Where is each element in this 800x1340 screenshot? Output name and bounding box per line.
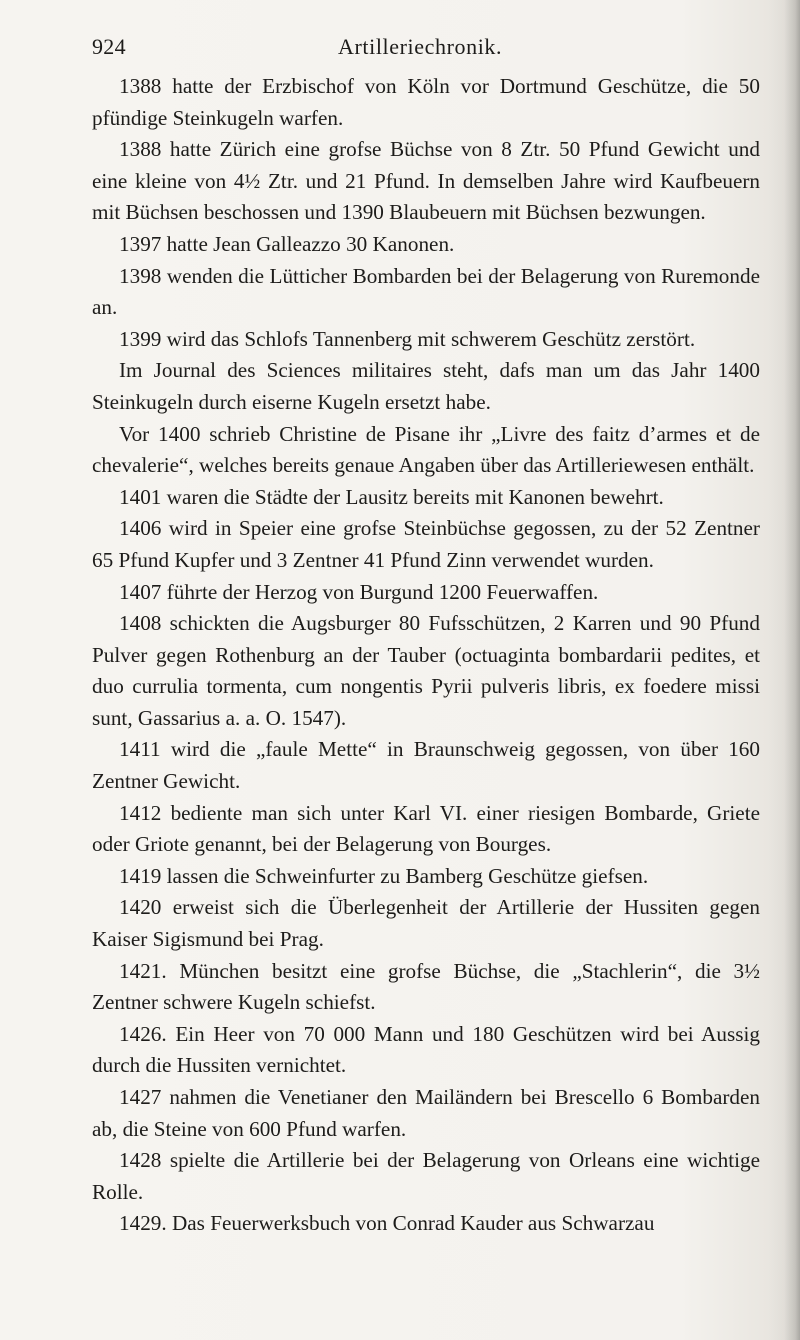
paragraph: 1408 schickten die Augsburger 80 Fufsschützen, 2 Karren und 90 Pfund Pulver gegen Rothenburg an der Tauber (octuaginta bombardarii pedites, et duo currulia tormenta, cum nongentis Pyrii pulveris libris, ex foedere missi sunt, Gassarius a. a. O. 1547). — [92, 611, 760, 730]
page-edge-shadow — [784, 0, 800, 1340]
paragraph: 1411 wird die „faule Mette“ in Braunschweig gegossen, von über 160 Zentner Gewicht. — [92, 737, 760, 794]
paragraph: 1419 lassen die Schweinfurter zu Bamberg Geschütze giefsen. — [119, 863, 649, 888]
paragraph: 1427 nahmen die Venetianer den Mailändern bei Brescello 6 Bombarden ab, die Steine von 600 Pfund warfen. — [92, 1085, 760, 1141]
paragraph: 1406 wird in Speier eine grofse Steinbüchse gegossen, zu der 52 Zentner 65 Pfund Kupfer und 3 Zentner 41 Pfund Zinn verwendet wurden. — [92, 516, 760, 572]
paragraph: Im Journal des Sciences militaires steht, dafs man um das Jahr 1400 Steinkugeln durch eiserne Kugeln ersetzt habe. — [92, 358, 760, 414]
paragraph: 1429. Das Feuerwerksbuch von Conrad Kauder aus Schwarzau — [119, 1211, 655, 1236]
paragraph: 1401 waren die Städte der Lausitz bereits mit Kanonen bewehrt. — [119, 484, 664, 509]
paragraph: Vor 1400 schrieb Christine de Pisane ihr „Livre des faitz d’armes et de chevalerie“, welches bereits genaue Angaben über das Artilleriewesen enthält. — [92, 421, 760, 478]
paragraph: 1428 spielte die Artillerie bei der Belagerung von Orleans eine wichtige Rolle. — [92, 1148, 760, 1204]
paragraph: 1412 bediente man sich unter Karl VI. einer riesigen Bombarde, Griete oder Griote genannt, bei der Belagerung von Bourges. — [92, 800, 760, 857]
page-number: 924 — [92, 34, 126, 59]
paragraph: 1421. München besitzt eine grofse Büchse, die „Stachlerin“, die 3½ Zentner schwere Kugeln schiefst. — [92, 958, 760, 1015]
paragraph: 1407 führte der Herzog von Burgund 1200 Feuerwaffen. — [119, 579, 599, 604]
page-header — [92, 34, 764, 66]
paragraph: 1398 wenden die Lütticher Bombarden bei der Belagerung von Ruremonde an. — [92, 263, 760, 320]
paragraph: 1397 hatte Jean Galleazzo 30 Kanonen. — [119, 231, 455, 256]
paragraph: 1426. Ein Heer von 70 000 Mann und 180 Geschützen wird bei Aussig durch die Hussiten vernichtet. — [92, 1021, 760, 1078]
running-title: Artilleriechronik. — [338, 34, 503, 59]
paragraph: 1388 hatte Zürich eine grofse Büchse von 8 Ztr. 50 Pfund Gewicht und eine kleine von 4½ Ztr. und 21 Pfund. In demselben Jahre wird Kaufbeuern mit Büchsen beschossen und 1390 Blaubeuern mit Büchsen bezwungen. — [92, 137, 760, 225]
body-text — [92, 71, 760, 1240]
paragraph: 1399 wird das Schlofs Tannenberg mit schwerem Geschütz zerstört. — [119, 326, 696, 351]
paragraph: 1388 hatte der Erzbischof von Köln vor Dortmund Geschütze, die 50 pfündige Steinkugeln warfen. — [92, 74, 760, 130]
paragraph: 1420 erweist sich die Überlegenheit der Artillerie der Hussiten gegen Kaiser Sigismund bei Prag. — [92, 895, 760, 952]
